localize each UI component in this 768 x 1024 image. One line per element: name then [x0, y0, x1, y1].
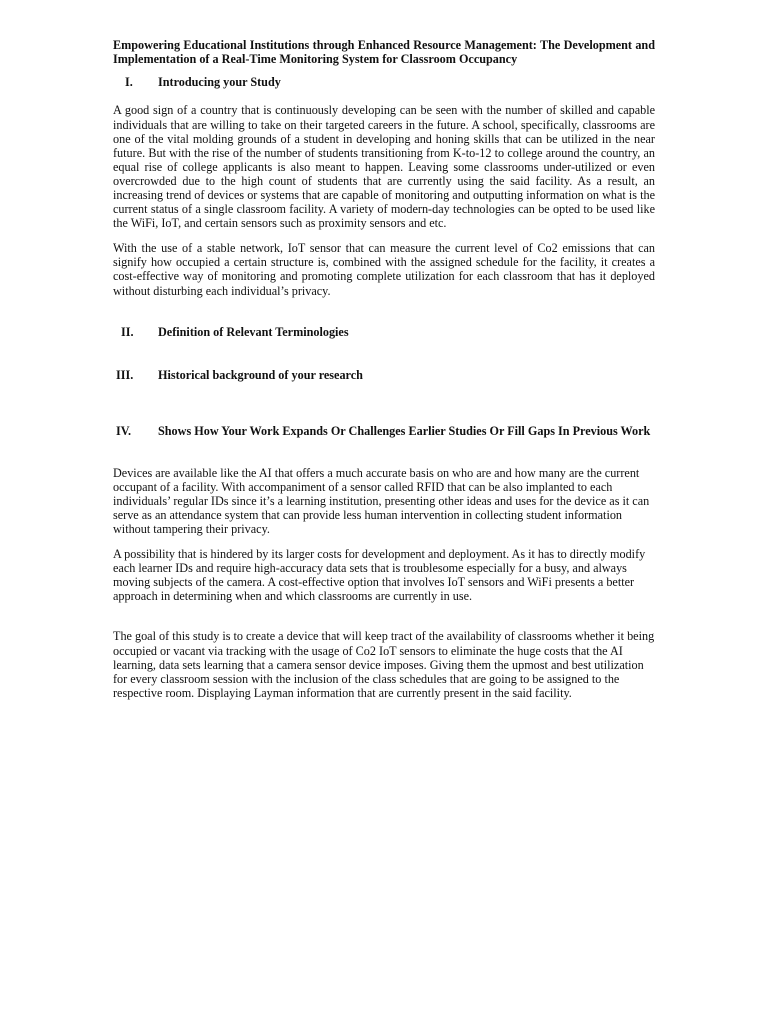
section-heading-1	[113, 75, 655, 89]
section-title: Shows How Your Work Expands Or Challenges Earlier Studies Or Fill Gaps In Previous Work	[158, 423, 651, 438]
section-title: Definition of Relevant Terminologies	[158, 324, 349, 339]
section-number: III.	[116, 367, 134, 382]
paragraph-gaps-2: A possibility that is hindered by its larger costs for development and deployment. As it has to directly modify each learner IDs and require high-accuracy data sets that is troublesome especially for a busy, and always moving subjects of the camera. A cost-effective option that involves IoT sensors and WiFi presents a better approach in determining when and which classrooms are currently in use.	[113, 547, 646, 604]
section-heading-2	[113, 325, 655, 339]
document-title: Empowering Educational Institutions through Enhanced Resource Management: The Development and Implementation of a Real-Time Monitoring System for Classroom Occupancy	[113, 38, 655, 67]
section-number: IV.	[116, 423, 132, 438]
section-number: I.	[125, 75, 133, 90]
paragraph-gaps-3: The goal of this study is to create a device that will keep tract of the availability of classrooms whether it being occupied or vacant via tracking with the usage of Co2 IoT sensors to eliminate the huge costs that the AI learning, data sets learning that a camera sensor device imposes. Giving them the upmost and best utilization for every classroom session with the inclusion of the class schedules that are going to be assigned to the respective room. Displaying Layman information that are currently present in the said facility.	[113, 629, 655, 700]
paragraph-intro-1: A good sign of a country that is continuously developing can be seen with the number of skilled and capable individuals that are willing to take on their targeted careers in the future. A school, specifically, classrooms are one of the vital molding grounds of a student in developing and honing skills that can be utilized in the near future. But with the rise of the number of students transitioning from K-to-12 to college around the country, an equal rise of college applicants is also meant to happen. Leaving some classrooms under-utilized or even overcrowded due to the high count of students that are currently using the said facility. As a result, an increasing trend of devices or systems that are capable of monitoring and outputting information on what is the current status of a single classroom facility. A variety of modern-day technologies can be opted to be used like the WiFi, IoT, and certain sensors such as proximity sensors and etc.	[113, 103, 655, 231]
section-heading-4	[113, 424, 655, 438]
section-title: Historical background of your research	[158, 367, 363, 382]
paragraph-gaps-1: Devices are available like the AI that offers a much accurate basis on who are and how many are the current occupant of a facility. With accompaniment of a sensor called RFID that can be also implanted to each individuals’ regular IDs since it’s a learning institution, presenting other ideas and uses for the device as it can serve as an attendance system that can provide less human intervention in collecting student information without tampering their privacy.	[113, 465, 650, 536]
section-heading-3	[113, 368, 655, 382]
paragraph-intro-2: With the use of a stable network, IoT sensor that can measure the current level of Co2 emissions that can signify how occupied a certain structure is, combined with the assigned schedule for the facility, it creates a cost-effective way of monitoring and promoting complete utilization for each classroom that has it deployed without disturbing each individual’s privacy.	[113, 241, 655, 298]
section-number: II.	[121, 324, 134, 339]
section-title: Introducing your Study	[158, 75, 281, 90]
document-page	[113, 38, 655, 700]
